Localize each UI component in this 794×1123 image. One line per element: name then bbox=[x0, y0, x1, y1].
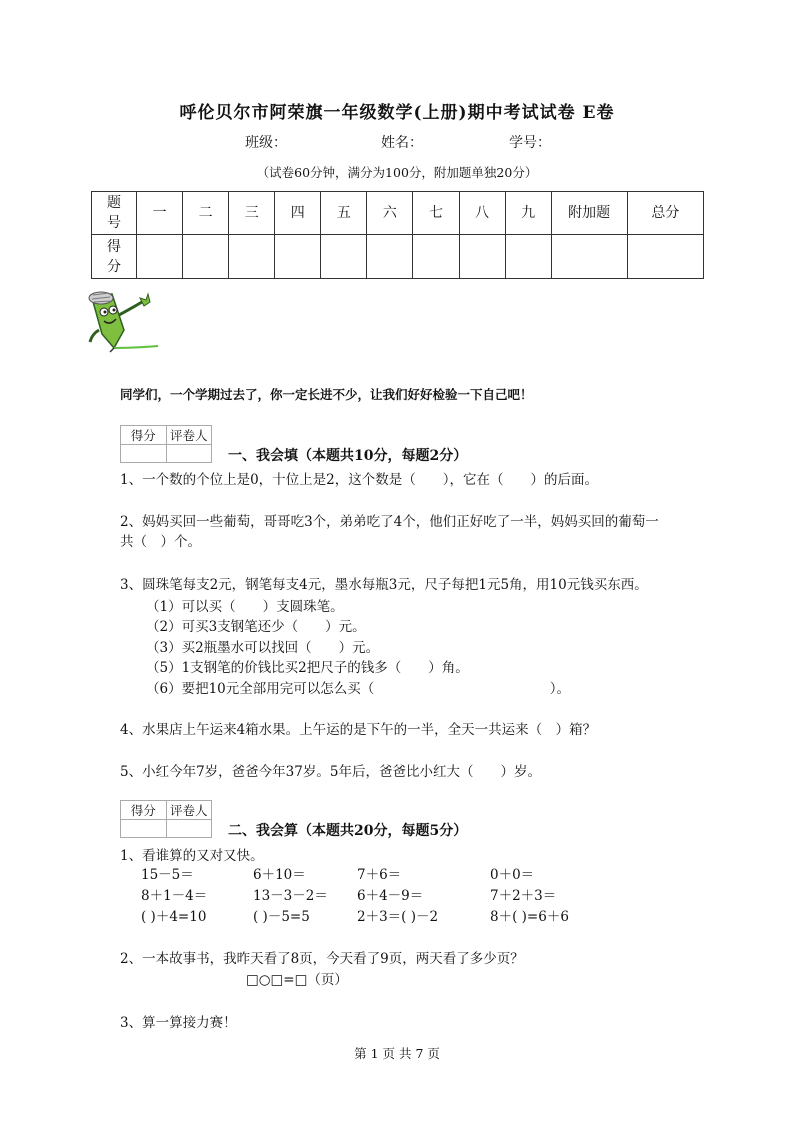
score-cell[interactable] bbox=[459, 235, 505, 279]
score-cell[interactable] bbox=[321, 235, 367, 279]
calc-item: 7＋6＝ bbox=[357, 867, 402, 883]
question-1-3-sub-5: （5）1支钢笔的价钱比买2把尺子的钱多（ ）角。 bbox=[146, 660, 469, 676]
name-label: 姓名： bbox=[381, 135, 423, 151]
grader-score-label: 得分 bbox=[121, 801, 167, 820]
score-row-label: 得 分 bbox=[92, 235, 137, 279]
header-cell-7: 七 bbox=[413, 192, 459, 235]
score-cell[interactable] bbox=[367, 235, 413, 279]
calc-item: ( )＋4=10 bbox=[141, 909, 207, 925]
score-cell[interactable] bbox=[627, 235, 703, 279]
score-cell[interactable] bbox=[413, 235, 459, 279]
question-1-3: 3、圆珠笔每支2元，钢笔每支4元，墨水每瓶3元，尺子每把1元5角，用10元钱买东西。 bbox=[120, 577, 648, 593]
calc-item: 6＋10＝ bbox=[253, 867, 306, 883]
calc-item: 2＋3＝( )－2 bbox=[357, 909, 439, 925]
question-2-2-formula: □○□=□（页） bbox=[246, 972, 348, 988]
grader-score-label: 得分 bbox=[121, 426, 167, 445]
score-cell[interactable] bbox=[505, 235, 551, 279]
header-cell-5: 五 bbox=[321, 192, 367, 235]
exam-note: （试卷60分钟，满分为100分，附加题单独20分） bbox=[256, 165, 538, 180]
section-1-title: 一、我会填（本题共10分，每题2分） bbox=[228, 448, 468, 464]
score-cell[interactable] bbox=[137, 235, 183, 279]
question-1-1: 1、一个数的个位上是0，十位上是2，这个数是（ ），它在（ ）的后面。 bbox=[120, 472, 599, 488]
score-cell[interactable] bbox=[275, 235, 321, 279]
score-table bbox=[91, 191, 704, 279]
header-cell-9: 九 bbox=[505, 192, 551, 235]
intro-text: 同学们，一个学期过去了，你一定长进不少，让我们好好检验一下自己吧！ bbox=[120, 387, 533, 402]
header-cell-2: 二 bbox=[183, 192, 229, 235]
page-title: 呼伦贝尔市阿荣旗一年级数学(上册)期中考试试卷 E卷 bbox=[179, 103, 615, 123]
question-2-2: 2、一本故事书，我昨天看了8页，今天看了9页，两天看了多少页？ bbox=[120, 951, 524, 967]
question-2-1: 1、看谁算的又对又快。 bbox=[120, 848, 264, 864]
header-cell-total: 总分 bbox=[627, 192, 703, 235]
score-cell[interactable] bbox=[551, 235, 627, 279]
grader-score-cell[interactable] bbox=[121, 820, 167, 838]
question-1-3-sub-6: （6）要把10元全部用完可以怎么买（ ）。 bbox=[146, 681, 571, 697]
class-label: 班级： bbox=[245, 135, 287, 151]
header-cell-1: 一 bbox=[137, 192, 183, 235]
question-1-2-line2: 共（ ）个。 bbox=[120, 534, 201, 550]
calc-item: 7＋2＋3＝ bbox=[490, 888, 557, 904]
grader-reviewer-label: 评卷人 bbox=[166, 801, 212, 820]
section-2-title: 二、我会算（本题共20分，每题5分） bbox=[228, 823, 468, 839]
calc-item: ( )－5=5 bbox=[253, 909, 310, 925]
question-1-2-line1: 2、妈妈买回一些葡萄，哥哥吃3个，弟弟吃了4个，他们正好吃了一半，妈妈买回的葡萄一 bbox=[120, 514, 659, 530]
grader-score-cell[interactable] bbox=[121, 445, 167, 463]
grader-box-2 bbox=[120, 800, 212, 838]
question-1-3-sub-1: （1）可以买（ ）支圆珠笔。 bbox=[146, 599, 344, 615]
pencil-mascot-icon bbox=[84, 290, 164, 356]
header-cell-bonus: 附加题 bbox=[551, 192, 627, 235]
student-id-label: 学号： bbox=[509, 135, 551, 151]
calc-item: 0＋0＝ bbox=[490, 867, 535, 883]
header-cell-question: 题 号 bbox=[92, 192, 137, 235]
score-cell[interactable] bbox=[229, 235, 275, 279]
question-1-5: 5、小红今年7岁，爸爸今年37岁。5年后，爸爸比小红大（ ）岁。 bbox=[120, 764, 541, 780]
question-1-3-sub-2: （2）可买3支钢笔还少（ ）元。 bbox=[146, 619, 366, 635]
grader-reviewer-cell[interactable] bbox=[166, 820, 212, 838]
question-1-3-sub-3: （3）买2瓶墨水可以找回（ ）元。 bbox=[146, 640, 380, 656]
header-cell-4: 四 bbox=[275, 192, 321, 235]
grader-reviewer-cell[interactable] bbox=[166, 445, 212, 463]
calc-item: 8＋( )=6＋6 bbox=[490, 909, 569, 925]
score-cell[interactable] bbox=[183, 235, 229, 279]
calc-item: 8＋1－4＝ bbox=[141, 888, 208, 904]
calc-item: 13－3－2＝ bbox=[253, 888, 328, 904]
page-footer: 第 1 页 共 7 页 bbox=[354, 1046, 440, 1061]
grader-box-1 bbox=[120, 425, 212, 463]
question-2-3: 3、算一算接力赛！ bbox=[120, 1015, 237, 1031]
header-cell-8: 八 bbox=[459, 192, 505, 235]
grader-reviewer-label: 评卷人 bbox=[166, 426, 212, 445]
header-cell-3: 三 bbox=[229, 192, 275, 235]
calc-item: 15－5＝ bbox=[141, 867, 194, 883]
header-cell-6: 六 bbox=[367, 192, 413, 235]
question-1-4: 4、水果店上午运来4箱水果。上午运的是下午的一半，全天一共运来（ ）箱？ bbox=[120, 722, 597, 738]
calc-item: 6＋4－9＝ bbox=[357, 888, 424, 904]
